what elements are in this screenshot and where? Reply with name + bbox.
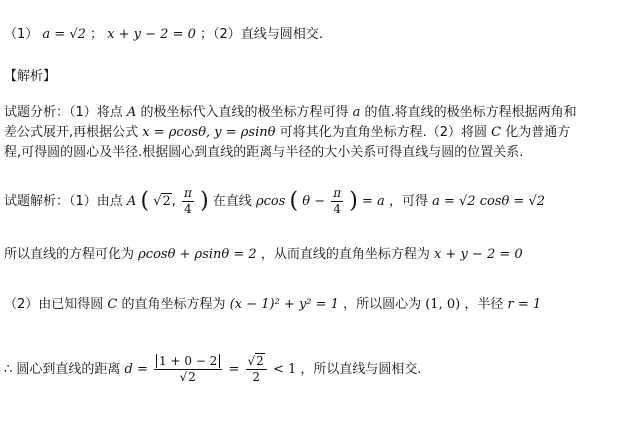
- answer-line-equation: x + y − 2 = 0: [107, 27, 196, 42]
- solution-text: 所以直线的方程可化为: [4, 247, 135, 262]
- conversion-formula: x = ρcosθ, y = ρsinθ: [142, 125, 276, 140]
- sqrt-two: √2: [153, 194, 171, 209]
- analysis-text: 试题分析：（1）将点: [4, 105, 123, 120]
- solution-text: ，所以圆心为: [343, 297, 422, 312]
- circle-radius: r = 1: [507, 297, 542, 312]
- solution-text: 试题解析：（1）由点: [4, 194, 123, 209]
- rho-cos: ρcos: [255, 194, 286, 209]
- circle-c-symbol: C: [491, 125, 502, 140]
- solution-text: 的直角坐标方程为: [121, 297, 226, 312]
- paren-close: ): [200, 188, 209, 214]
- analysis-text: 化为普通方: [505, 125, 571, 140]
- pi-over-four: $\frac{\pi}{4}$: [184, 186, 192, 216]
- cartesian-line-equation: x + y − 2 = 0: [433, 247, 523, 262]
- paren-open: (: [140, 188, 150, 214]
- equals-sign: =: [228, 362, 240, 377]
- solution-text: ，半径: [464, 297, 504, 312]
- distance-symbol: d =: [124, 362, 148, 377]
- pi-over-four: $\frac{\pi}{4}$: [333, 186, 342, 216]
- analysis-text: 的极坐标代入直线的极坐标方程可得: [140, 105, 349, 120]
- analysis-text: 差公式展开,再根据公式: [4, 125, 139, 140]
- polar-line-equation: ρcosθ + ρsinθ = 2: [138, 247, 257, 262]
- solution-text: ∴ 圆心到直线的距离: [4, 362, 121, 377]
- analysis-line-1: [4, 104, 577, 122]
- answer-part2: ；（2）直线与圆相交.: [200, 27, 323, 42]
- less-than-one: < 1: [272, 362, 297, 377]
- solution-text: ，从而直线的直角坐标方程为: [260, 247, 430, 262]
- answer-separator: ；: [90, 27, 104, 42]
- solution-text: （2）由已知得圆: [4, 297, 104, 312]
- solution-text: 在直线: [212, 194, 252, 209]
- a-result: a = √2 cosθ = √2: [432, 194, 546, 209]
- answer-a-value: a = √2: [42, 27, 86, 42]
- solution-line-4: [4, 354, 422, 385]
- analysis-header: 【解析】: [4, 69, 57, 84]
- a-symbol: a: [352, 105, 361, 120]
- answer-line: [4, 26, 323, 44]
- solution-text: ，可得: [388, 194, 428, 209]
- analysis-text: 可将其化为直角坐标方程.（2）将圆: [279, 125, 488, 140]
- analysis-line-2: [4, 124, 570, 142]
- circle-center: (1, 0): [425, 297, 461, 312]
- theta-minus: θ −: [302, 194, 326, 209]
- paren-open: (: [289, 188, 299, 214]
- distance-fraction: $\frac{1 + 0 - 2}{√2}$: [154, 354, 222, 385]
- paren-close: ): [349, 188, 358, 214]
- solution-line-1: 试题解析：（1）由点 A ( √2, $\frac{\pi}{4}$ ) 在直线 ρcos ( θ − $\frac{\pi}{4}$ ) = a ，可得 a = √2 cosθ = √2: [4, 186, 546, 216]
- point-a-symbol: A: [126, 194, 137, 209]
- point-a-symbol: A: [126, 105, 137, 120]
- solution-line-3: [4, 296, 541, 314]
- analysis-line-3: 程,可得圆的圆心及半径.根据圆心到直线的距离与半径的大小关系可得直线与圆的位置关系.: [4, 145, 524, 160]
- equals-a: = a: [362, 194, 385, 209]
- analysis-text: 的值.将直线的极坐标方程根据两角和: [364, 105, 577, 120]
- solution-line-2: [4, 246, 523, 264]
- circle-equation: (x − 1)² + y² = 1: [229, 297, 339, 312]
- root-two-over-two: $\frac{√2}{2}$: [246, 354, 267, 385]
- answer-part1-label: （1）: [4, 27, 39, 42]
- circle-c-symbol: C: [107, 297, 118, 312]
- solution-text: ，所以直线与圆相交.: [300, 362, 422, 377]
